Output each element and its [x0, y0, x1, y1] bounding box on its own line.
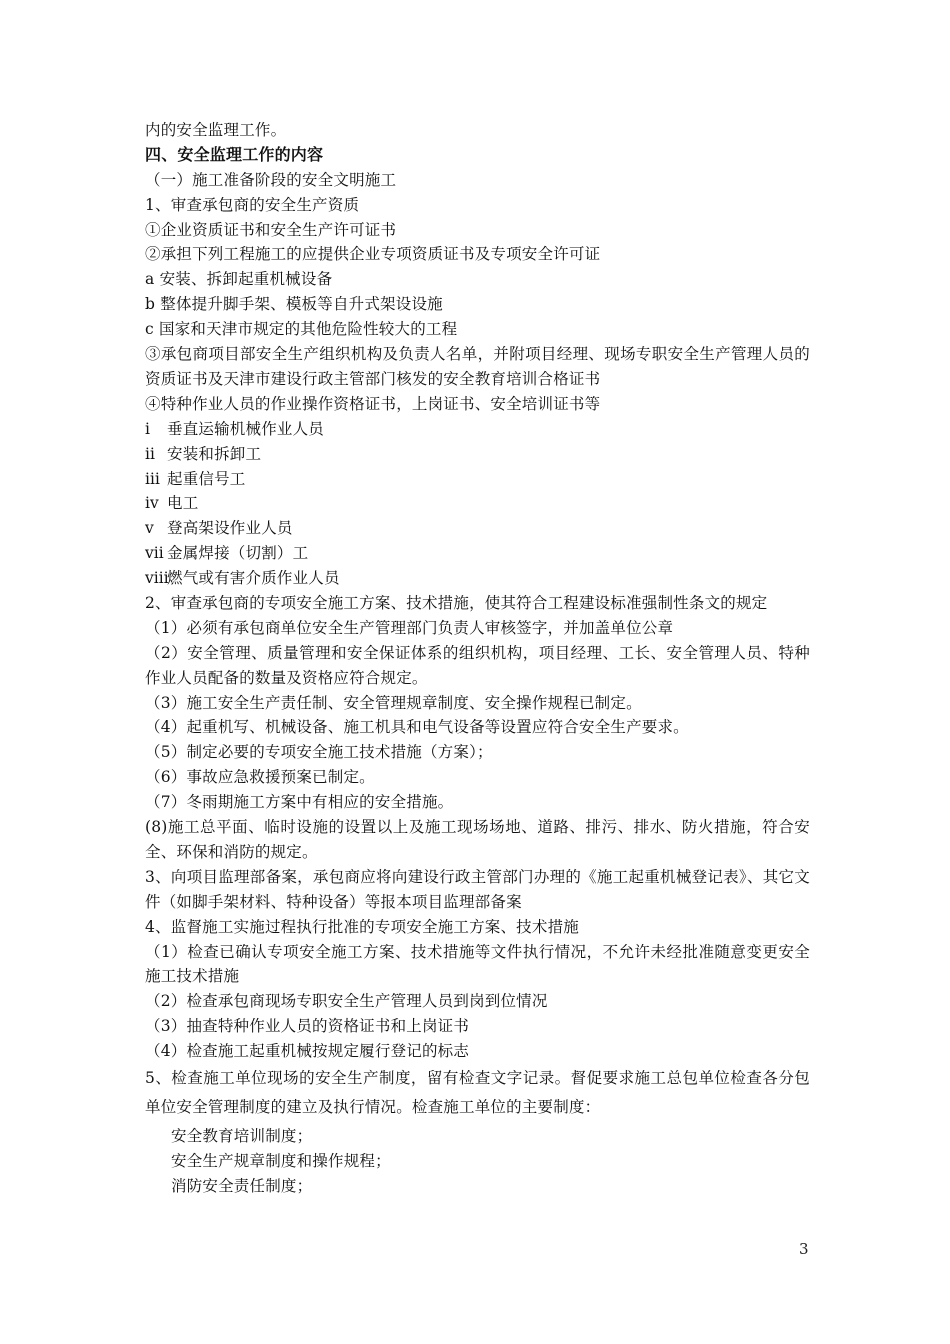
list-item: (8)施工总平面、临时设施的设置以上及施工现场场地、道路、排污、排水、防火措施，符合安全、环保和消防的规定。 [145, 818, 810, 861]
list-item: ①企业资质证书和安全生产许可证书 [145, 220, 397, 239]
list-item: 3、向项目监理部备案，承包商应将向建设行政主管部门办理的《施工起重机械登记表》、其它文件（如脚手架材料、特种设备）等报本项目监理部备案 [145, 867, 810, 911]
list-item: 4、监督施工实施过程执行批准的专项安全施工方案、技术措施 [145, 917, 579, 936]
list-item: 5、检查施工单位现场的安全生产制度，留有检查文字记录。督促要求施工总包单位检查各分包单位安全管理制度的建立及执行情况。检查施工单位的主要制度： [145, 1069, 810, 1116]
list-item: （3）抽查特种作业人员的资格证书和上岗证书 [145, 1017, 470, 1036]
list-item: ④特种作业人员的作业操作资格证书，上岗证书、安全培训证书等 [145, 394, 601, 413]
list-item: a 安装、拆卸起重机械设备 [145, 270, 333, 289]
roman-list-item: ⅱ 安装和拆卸工 [145, 442, 810, 467]
list-item: （6）事故应急救援预案已制定。 [145, 768, 375, 787]
list-item: （1）必须有承包商单位安全生产管理部门负责人审核签字，并加盖单位公章 [145, 618, 674, 637]
document-page [145, 118, 810, 1197]
roman-list-item: ⅳ 电工 [145, 491, 810, 516]
roman-numeral: ⅴ [145, 519, 154, 538]
section-heading: 四、安全监理工作的内容 [145, 144, 324, 164]
list-item: b 整体提升脚手架、模板等自升式架设设施 [145, 295, 443, 314]
roman-list-item: ⅷ燃气或有害介质作业人员 [145, 566, 810, 591]
list-item: ③承包商项目部安全生产组织机构及负责人名单，并附项目经理、现场专职安全生产管理人员的资质证书及天津市建设行政主管部门核发的安全教育培训合格证书 [145, 345, 810, 388]
list-item: （4）检查施工起重机械按规定履行登记的标志 [145, 1042, 470, 1061]
list-item: （7）冬雨期施工方案中有相应的安全措施。 [145, 793, 454, 812]
roman-numeral: ⅰ [145, 419, 151, 438]
roman-list-item: ⅴ 登高架设作业人员 [145, 516, 810, 541]
list-item: （3）施工安全生产责任制、安全管理规章制度、安全操作规程已制定。 [145, 693, 642, 712]
list-item: （2）安全管理、质量管理和安全保证体系的组织机构，项目经理、工长、安全管理人员、特种作业人员配备的数量及资格应符合规定。 [145, 643, 810, 687]
page-number: 3 [799, 1240, 809, 1258]
list-item: ②承担下列工程施工的应提供企业专项资质证书及专项安全许可证 [145, 245, 601, 264]
roman-numeral: ⅶ [145, 544, 164, 563]
list-item: 1、审查承包商的安全生产资质 [145, 195, 360, 214]
roman-list-item: ⅲ 起重信号工 [145, 467, 810, 492]
list-item: 2、审查承包商的专项安全施工方案、技术措施，使其符合工程建设标准强制性条文的规定 [145, 593, 768, 612]
roman-list-item: ⅶ 金属焊接（切割）工 [145, 541, 810, 566]
list-item: （2）检查承包商现场专职安全生产管理人员到岗到位情况 [145, 992, 548, 1011]
roman-numeral: ⅷ [145, 569, 169, 588]
roman-numeral: ⅳ [145, 494, 159, 513]
paragraph-continuation: 内的安全监理工作。 [145, 121, 287, 139]
roman-numeral: ⅱ [145, 444, 156, 463]
list-item: 安全教育培训制度； [171, 1127, 313, 1145]
list-item: 消防安全责任制度； [171, 1176, 313, 1195]
list-item: c 国家和天津市规定的其他危险性较大的工程 [145, 320, 458, 339]
roman-list-item: ⅰ 垂直运输机械作业人员 [145, 417, 810, 442]
list-item: （1）检查已确认专项安全施工方案、技术措施等文件执行情况，不允许未经批准随意变更安全施工技术措施 [145, 942, 810, 986]
roman-numeral: ⅲ [145, 469, 161, 488]
list-item: （4）起重机写、机械设备、施工机具和电气设备等设置应符合安全生产要求。 [145, 718, 689, 737]
list-item: 安全生产规章制度和操作规程； [171, 1151, 391, 1170]
subsection-heading: （一）施工准备阶段的安全文明施工 [145, 170, 397, 189]
list-item: （5）制定必要的专项安全施工技术措施（方案）； [145, 743, 493, 762]
